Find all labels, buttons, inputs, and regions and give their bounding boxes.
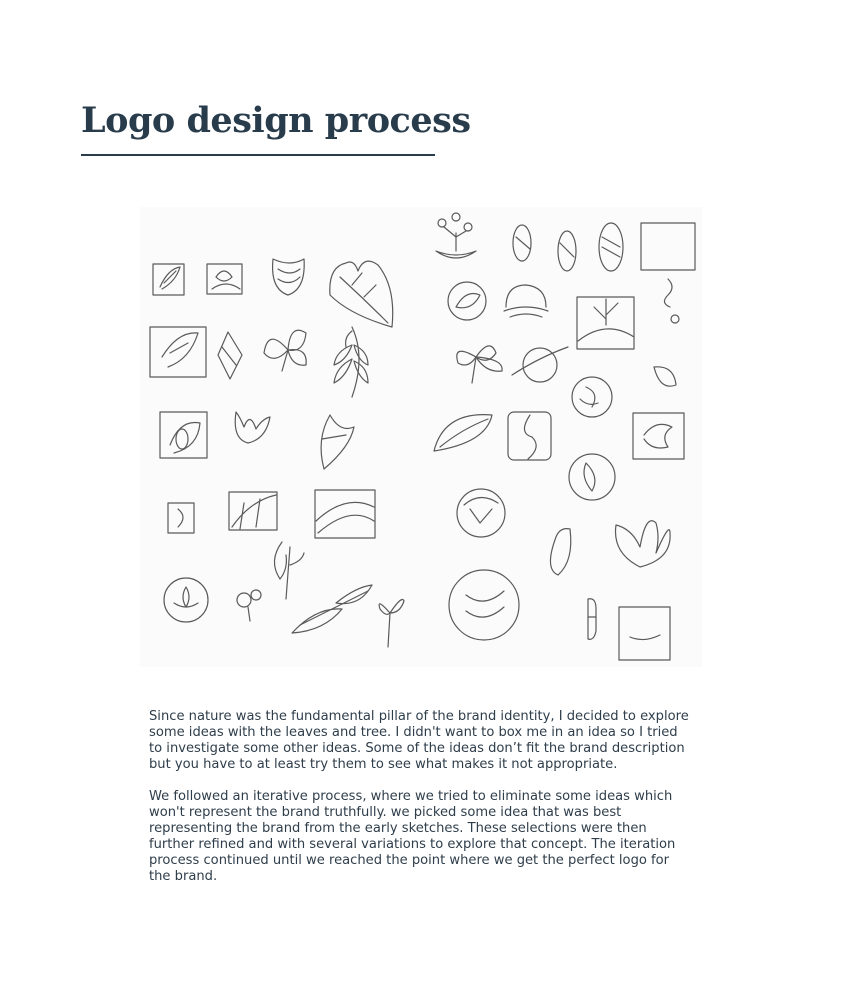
page-title: Logo design process [81,100,471,141]
sketch-heart-leaf [330,261,393,327]
sketch-butterfly-leaves [264,330,306,371]
title-underline [81,154,435,156]
sketch-leaf-cluster [457,346,502,383]
sketch-round-flower [164,578,208,622]
sketch-oval-1 [513,225,531,261]
sketch-circle-slash [512,347,568,382]
sketch-pill [588,599,596,640]
sketch-square-flower [207,264,242,294]
sketch-square-wood [160,412,207,458]
sketch-square-leaf-2 [150,327,206,377]
sketch-square-lines [229,492,277,530]
sketch-round-wave [504,285,548,317]
sketch-wavy-leaves [292,585,372,633]
sketch-round-wave-2 [572,377,612,417]
sketch-oval-3 [599,223,623,271]
sketch-square-leaf-1 [153,264,184,295]
sketch-lotus [616,521,671,567]
sketch-circle-s [449,570,519,640]
sketch-square-outline [641,223,695,323]
sketch-round-flower-2 [457,489,505,537]
sketch-seed [654,367,676,386]
paragraph-2: We followed an iterative process, where we tried to eliminate some ideas which won't represent the brand truthfully. we picked some idea that was best representing the brand from the early sketches. These selections were then further refined and with several variations to explore that concept. The iteration process continued until we reached the point where we get the perfect logo for the brand. [149,789,676,884]
sketch-oval-2 [558,231,576,271]
sketch-folded-leaf [321,415,354,469]
sketch-round-leaf-2 [569,454,615,500]
sketch-leaf-shield [273,259,305,295]
sketch-square-dash [619,607,670,660]
sketch-tulip [235,412,270,443]
sketch-bowl-plant [436,213,476,258]
sketch-leaf-curve [434,415,492,451]
sketch-square-s [508,412,551,460]
sketch-teardrop [550,529,570,575]
sketch-wheat [334,327,368,397]
sketch-square-swirl [633,413,684,459]
sketch-square-tree [577,297,634,349]
sketch-sprout-leaf [274,542,304,599]
sketch-square-hills [315,490,375,538]
sketch-round-leaf-1 [448,282,486,320]
sketch-small-square [168,503,194,533]
sketch-diamond [218,332,242,379]
paragraph-1: Since nature was the fundamental pillar of the brand identity, I decided to explore some ideas with the leaves and tree. I didn't want to box me in an idea so I tried to investigate some other ideas. Some of the ideas don’t fit the brand description but you have to at least try them to see what makes it not appropriate. [149,709,689,772]
sketch-small-tree [237,590,261,621]
sketch-seedling [379,600,404,648]
logo-sketches-image [140,207,702,667]
description-text [149,709,694,901]
